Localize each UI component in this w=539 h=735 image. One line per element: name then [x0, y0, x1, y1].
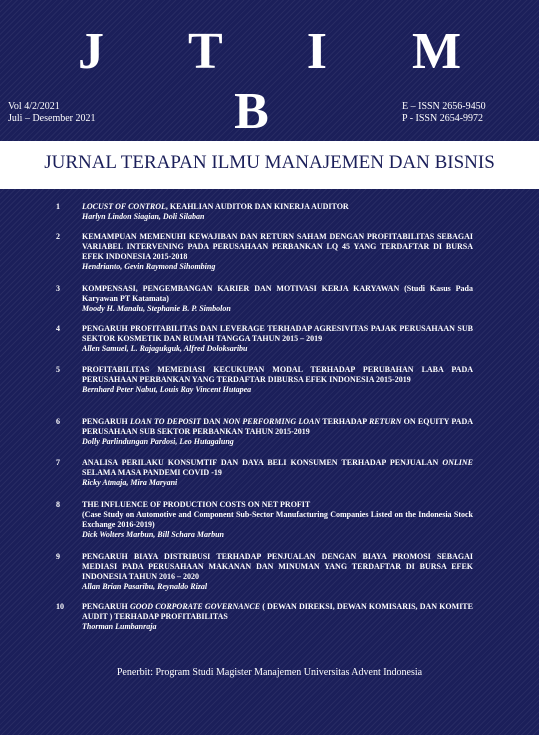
title-part: PENGARUH: [82, 417, 131, 426]
article-authors: Dolly Parlindungan Pardosi, Leo Hutagalung: [82, 437, 234, 446]
title-part-italic: NON PERFORMING LOAN: [222, 417, 321, 426]
p-issn: P - ISSN 2654-9972: [402, 113, 484, 124]
article-authors: Ricky Atmaja, Mira Maryani: [82, 478, 178, 487]
title-part: ( DEWAN DIREKSI, DEWAN KOMISARIS, DAN KOMITE AUDIT ) TERHADAP PROFITABILITAS: [82, 602, 473, 621]
article-title: [82, 458, 473, 478]
article-body: [82, 602, 473, 632]
article-title: KEMAMPUAN MEMENUHI KEWAJIBAN DAN RETURN SAHAM DENGAN PROFITABILITAS SEBAGAI VARIABEL INTERVENING PADA PERUSAHAAN PERBANKAN LQ 45 YANG TERDAFTAR DI BURSA EFEK INDONESIA 2015-2018: [82, 232, 473, 261]
article-title: PENGARUH PROFITABILITAS DAN LEVERAGE TERHADAP AGRESIVITAS PAJAK PERUSAHAAN SUB SEKTOR KOSMETIK DAN RUMAH TANGGA TAHUN 2015 – 2019: [82, 324, 473, 343]
title-part-italic: GOOD CORPORATE GOVERNANCE: [129, 602, 261, 611]
title-part: ANALISA PERILAKU KONSUMTIF DAN DAYA BELI KONSUMEN TERHADAP PENJUALAN: [82, 458, 443, 467]
volume-number: Vol 4/2/2021: [8, 101, 60, 112]
article-authors: Bernhard Peter Nabut, Louis Ray Vincent Hutapea: [82, 385, 252, 394]
article-number: 1: [56, 202, 60, 211]
publisher-line: Penerbit: Program Studi Magister Manajemen Universitas Advent Indonesia: [116, 667, 423, 678]
article-number: 2: [56, 232, 60, 241]
article-authors: Harlyn Lindon Siagian, Doli Silaban: [82, 212, 205, 221]
article-authors: Dick Wolters Marbun, Bill Schara Marbun: [82, 530, 224, 539]
article-body: [82, 324, 473, 354]
volume-info: [8, 101, 96, 125]
article-body: [82, 458, 473, 488]
article-number: 8: [56, 500, 60, 509]
title-part: DAN: [201, 417, 223, 426]
article-title: PROFITABILITAS MEMEDIASI KECUKUPAN MODAL TERHADAP PERUBAHAN LABA PADA PERUSAHAAN PERBANKAN YANG TERDAFTAR DIBURSA EFEK INDONESIA 2015-2019: [82, 365, 473, 384]
article-body: [82, 365, 473, 395]
article-number: 6: [56, 417, 60, 426]
article-title: PENGARUH BIAYA DISTRIBUSI TERHADAP PENJUALAN DENGAN BIAYA PROMOSI SEBAGAI MEDIASI PADA PERUSAHAAN MAKANAN DAN MINUMAN YANG TERDAFTAR DI BURSA EFEK INDONESIA TAHUN 2016 – 2020: [82, 552, 473, 581]
article-number: 7: [56, 458, 60, 467]
article-number: 4: [56, 324, 60, 333]
title-part: PENGARUH: [82, 602, 130, 611]
article-body: [82, 232, 473, 272]
article-number: 5: [56, 365, 60, 374]
article-title: THE INFLUENCE OF PRODUCTION COSTS ON NET PROFIT: [82, 500, 311, 509]
e-issn: E – ISSN 2656-9450: [402, 101, 486, 112]
article-authors: Thorman Lumbanraja: [82, 622, 157, 631]
article-authors: Hendrianto, Gevin Raymond Sihombing: [82, 262, 216, 271]
article-authors: Moody H. Manalu, Stephanie B. P. Simbolon: [82, 304, 231, 313]
article-title: KOMPENSASI, PENGEMBANGAN KARIER DAN MOTIVASI KERJA KARYAWAN (Studi Kasus Pada Karyawan PT Katamata): [82, 284, 473, 303]
article-body: [82, 284, 473, 314]
article-authors: Allan Brian Pasaribu, Reynaldo Rizal: [82, 582, 208, 591]
article-body: [82, 417, 473, 447]
article-title: [82, 202, 473, 212]
article-title-rest: , KEAHLIAN AUDITOR DAN KINERJA AUDITOR: [165, 202, 349, 211]
article-number: 3: [56, 284, 60, 293]
title-part: ON EQUITY PADA PERUSAHAAN SUB SEKTOR PERBANKAN TAHUN 2015-2019: [82, 417, 474, 436]
title-part: SELAMA MASA PANDEMI COVID -19: [82, 468, 222, 477]
issn-info: [402, 101, 486, 125]
article-title: [82, 602, 473, 622]
title-part-italic: ONLINE: [442, 458, 473, 467]
title-part-italic: LOAN TO DEPOSIT: [130, 417, 202, 426]
article-body: [82, 202, 473, 222]
article-title-italic: LOCUST OF CONTROL: [82, 202, 166, 211]
journal-logo: J T I M B: [77, 23, 498, 140]
publication-period: Juli – Desember 2021: [8, 113, 96, 124]
journal-title: JURNAL TERAPAN ILMU MANAJEMEN DAN BISNIS: [44, 152, 495, 173]
article-subtitle: (Case Study on Automotive and Component Sub-Sector Manufacturing Companies Listed on the Indonesia Stock Exchange 2016-2019): [82, 510, 473, 529]
article-number: 9: [56, 552, 60, 561]
article-body: [82, 552, 473, 592]
title-part: TERHADAP: [320, 417, 369, 426]
article-number: 10: [56, 602, 64, 611]
article-body: [82, 500, 473, 540]
article-authors: Allen Samuel, L. Rajagukguk, Alfred Doloksaribu: [82, 344, 248, 353]
article-title: [82, 417, 473, 437]
title-part-italic: RETURN: [368, 417, 402, 426]
